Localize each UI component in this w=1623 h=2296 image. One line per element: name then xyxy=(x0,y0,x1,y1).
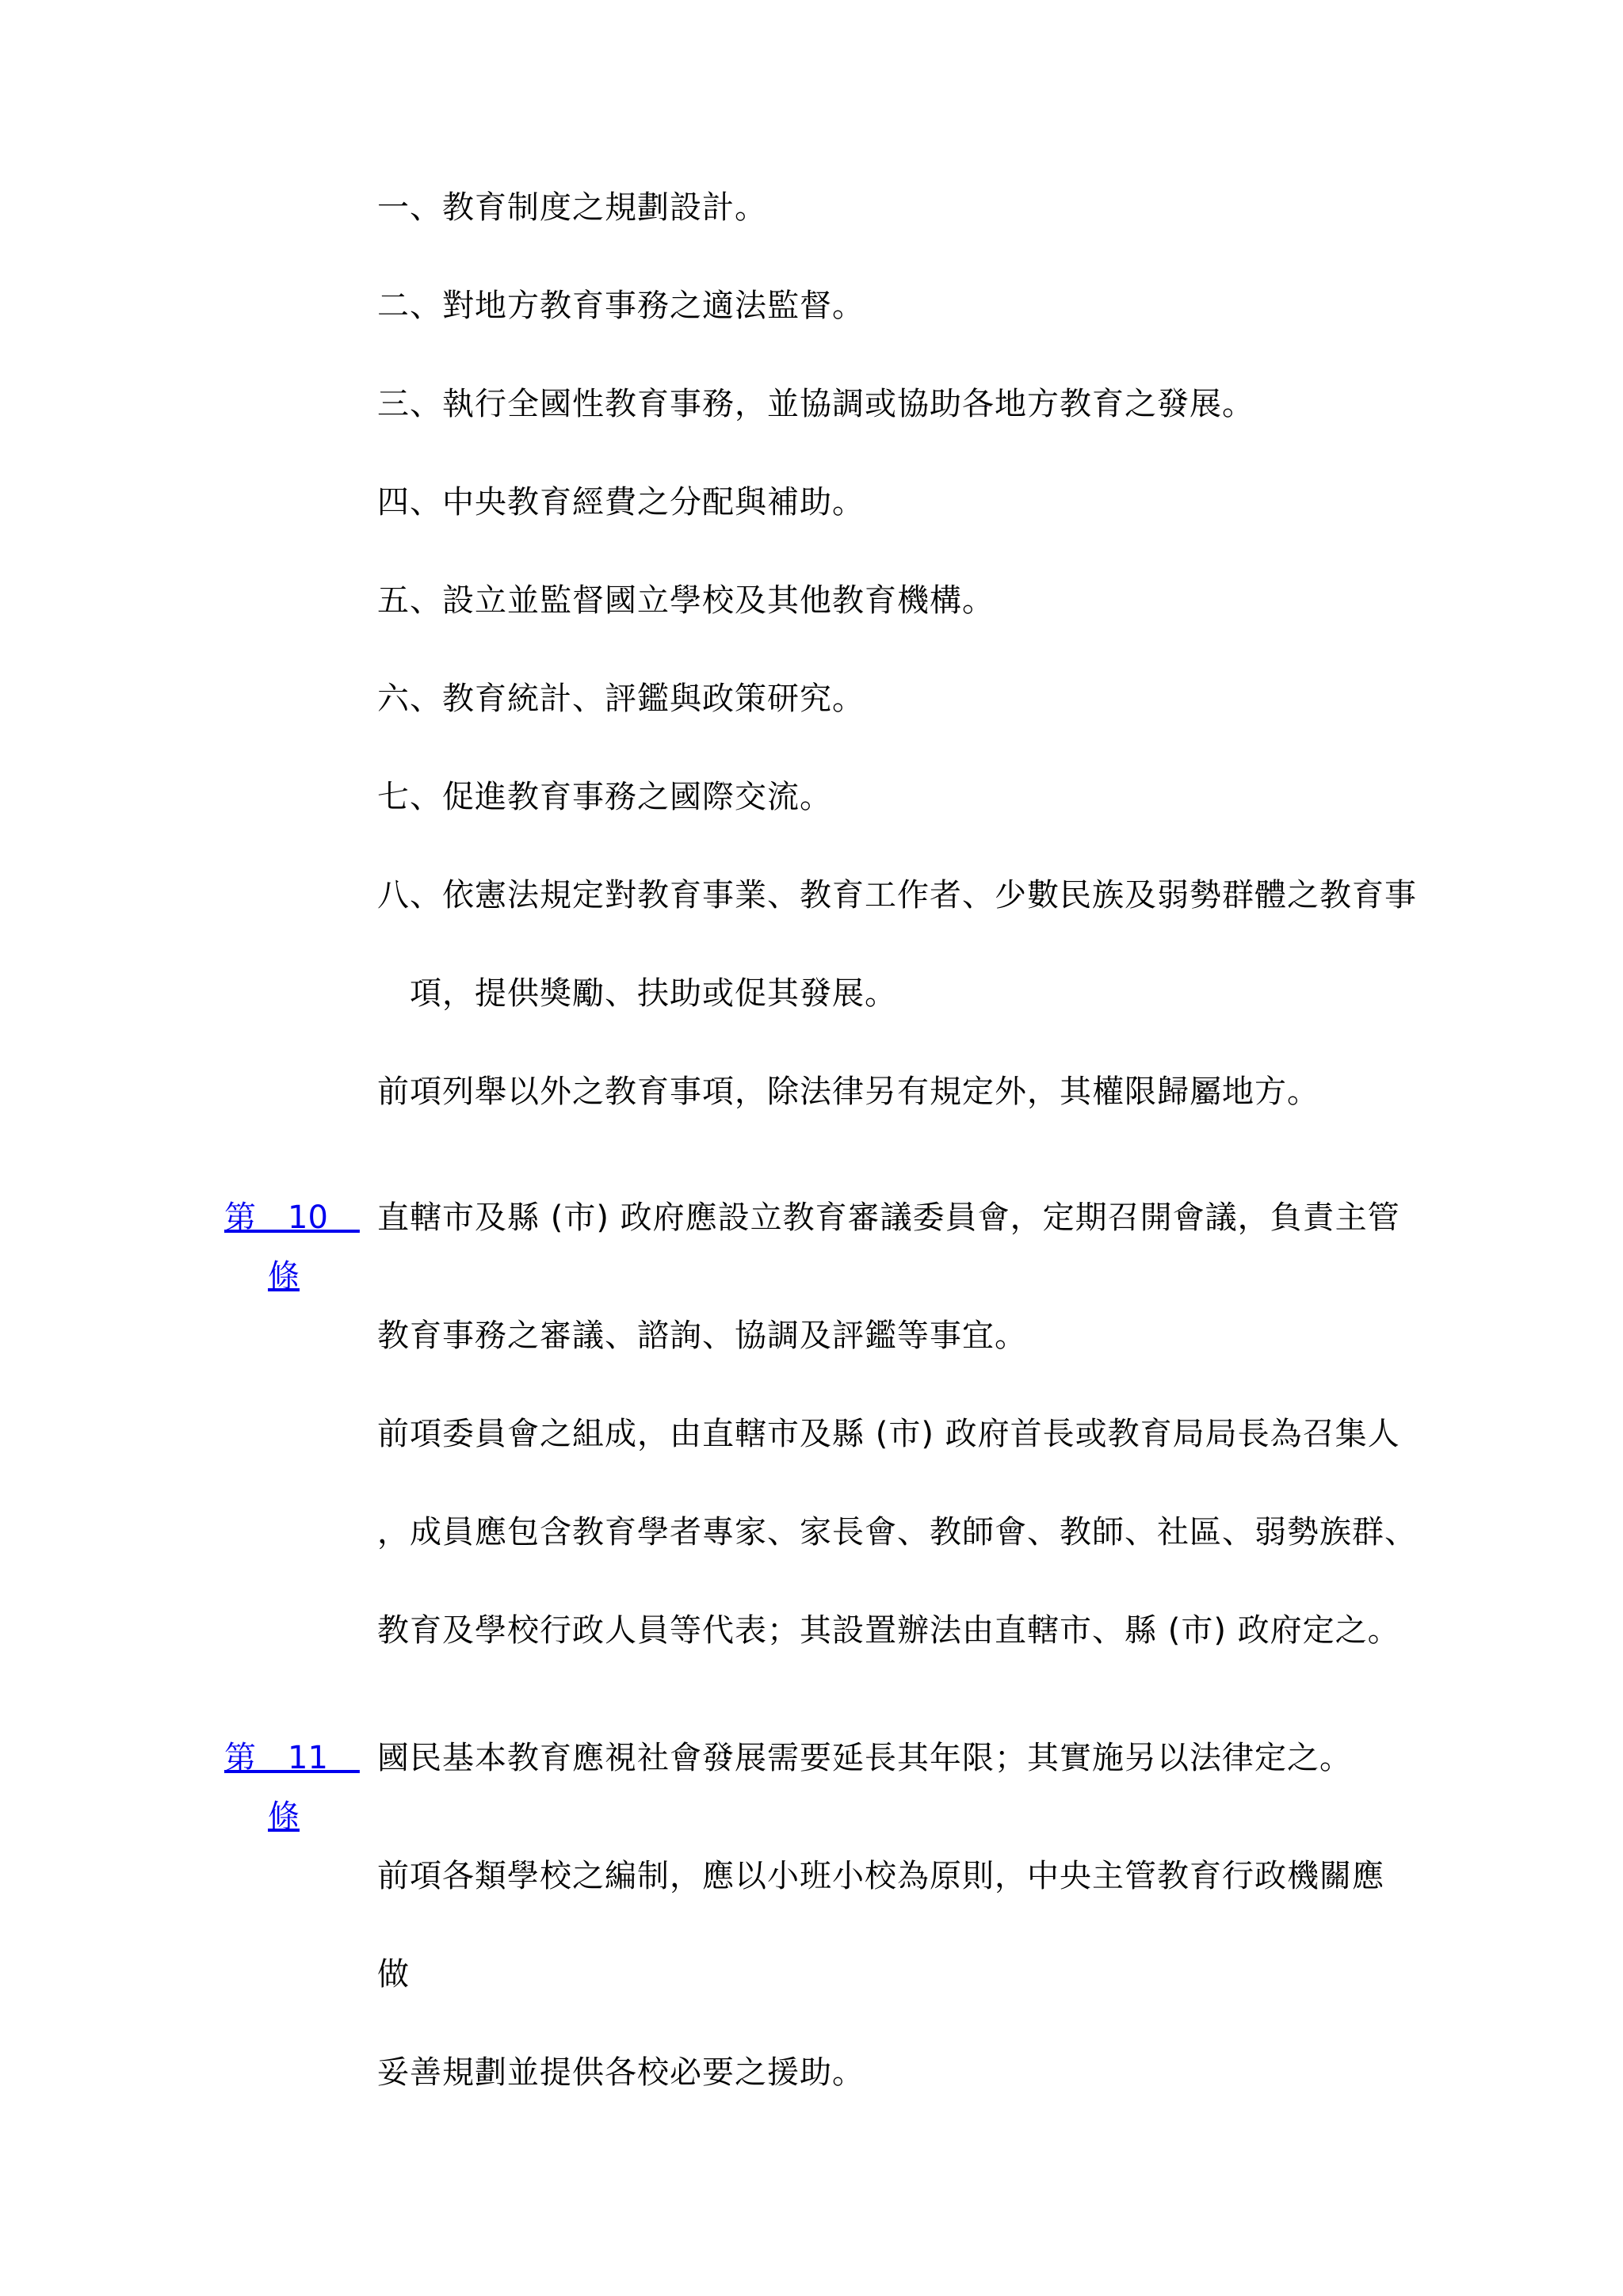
article-11-link[interactable]: 第 11 xyxy=(224,1740,360,1776)
article-10-line: 教育事務之審議、諮詢、協調及評鑑等事宜。 xyxy=(377,1318,1027,1354)
article-11-line: 妥善規劃並提供各校必要之援助。 xyxy=(377,2054,865,2091)
article-11-line: 國民基本教育應視社會發展需要延長其年限；其實施另以法律定之。 xyxy=(377,1740,1352,1776)
list-item: 六、教育統計、評鑑與政策研究。 xyxy=(377,681,865,717)
list-item: 二、對地方教育事務之適法監督。 xyxy=(377,288,865,324)
list-item: 七、促進教育事務之國際交流。 xyxy=(377,779,832,815)
article-11-line: 做 xyxy=(377,1956,410,1993)
list-item: 八、依憲法規定對教育事業、教育工作者、少數民族及弱勢群體之教育事 xyxy=(377,877,1417,913)
article-10-line: ，成員應包含教育學者專家、家長會、教師會、教師、社區、弱勢族群、 xyxy=(377,1514,1417,1550)
list-item: 一、教育制度之規劃設計。 xyxy=(377,189,767,226)
article-10-line: 教育及學校行政人員等代表；其設置辦法由直轄市、縣 (市) 政府定之。 xyxy=(377,1612,1400,1649)
article-10-line: 直轄市及縣 (市) 政府應設立教育審議委員會，定期召開會議，負責主管 xyxy=(377,1199,1400,1236)
list-item: 三、執行全國性教育事務，並協調或協助各地方教育之發展。 xyxy=(377,386,1254,422)
article-11-line: 前項各類學校之編制，應以小班小校為原則，中央主管教育行政機關應 xyxy=(377,1858,1384,1894)
article-10-line: 前項委員會之組成，由直轄市及縣 (市) 政府首長或教育局局長為召集人 xyxy=(377,1416,1400,1452)
article-10-link[interactable]: 第 10 xyxy=(224,1199,360,1236)
list-item: 五、設立並監督國立學校及其他教育機構。 xyxy=(377,582,995,619)
article-11-link-suffix[interactable]: 條 xyxy=(268,1798,300,1835)
list-item: 四、中央教育經費之分配與補助。 xyxy=(377,484,865,521)
list-item-continuation: 項，提供獎勵、扶助或促其發展。 xyxy=(377,975,897,1012)
paragraph: 前項列舉以外之教育事項，除法律另有規定外，其權限歸屬地方。 xyxy=(377,1074,1319,1110)
article-10-link-suffix[interactable]: 條 xyxy=(268,1258,300,1295)
